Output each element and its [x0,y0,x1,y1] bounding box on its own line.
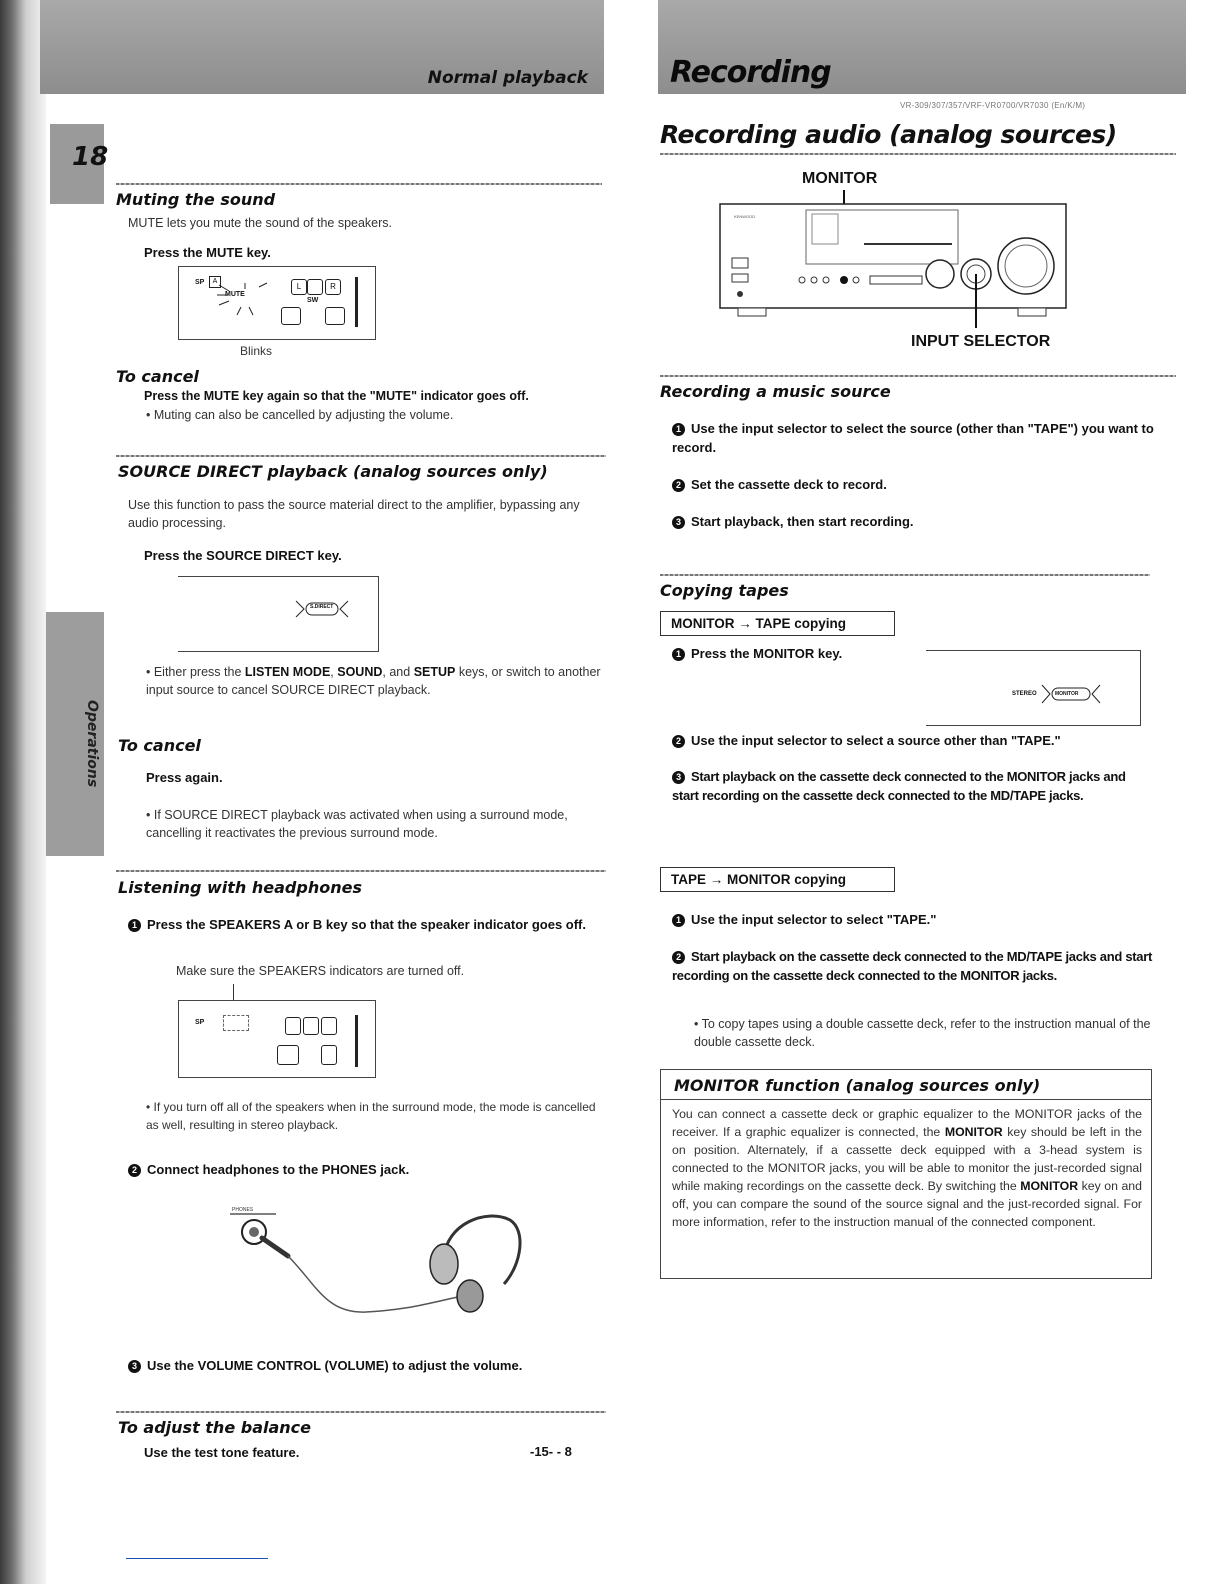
lcd-mute-indicator: MUTE [225,291,245,298]
headphones-step-1-bullet: • If you turn off all of the speakers when in the surround mode, the mode is cancelled as well, resulting in stereo playback. [146,1100,596,1132]
lcd-channel-r [321,1017,337,1035]
panel-divider [661,1099,1151,1100]
lcd-stereo-indicator: STEREO [1012,691,1037,697]
mute-display-illustration [178,266,376,340]
headphones-illustration [226,1204,526,1324]
lcd-channel-c [307,279,323,295]
mute-cancel-title: To cancel [116,367,199,386]
lcd-segment-digit [355,277,362,327]
lcd-channel-r: R [325,279,341,295]
copy2-step-1: 1 Use the input selector to select "TAPE." [672,910,936,929]
page-number: 18 [72,142,109,172]
mute-cancel-instruction: Press the MUTE key again so that the "MUTE" indicator goes off. [144,389,529,403]
header-right-title: Recording [670,55,831,90]
headphones-step-1: 1 Press the SPEAKERS A or B key so that the speaker indicator goes off. [128,915,608,934]
source-direct-title: SOURCE DIRECT playback (analog sources only) [118,462,548,481]
music-step-3: 3 Start playback, then start recording. [672,512,914,531]
divider [660,574,1150,576]
mute-cancel-note: • Muting can also be cancelled by adjusting the volume. [146,408,454,422]
lcd-channel-sr [321,1045,337,1065]
divider [660,153,1176,155]
balance-instruction: Use the test tone feature. [144,1445,300,1460]
lcd-monitor-indicator: MONITOR [1055,691,1079,697]
source-direct-note: • Either press the LISTEN MODE, SOUND, and SETUP keys, or switch to another input source to cancel SOURCE DIRECT playback. [146,665,601,697]
monitor-callout-label: MONITOR [802,170,878,187]
header-band-right [658,0,1186,94]
mute-instruction: Press the MUTE key. [144,245,271,260]
divider [116,183,602,185]
copy1-step-2: 2 Use the input selector to select a source other than "TAPE." [672,731,1061,750]
headphones-title: Listening with headphones [118,878,362,897]
source-direct-instruction: Press the SOURCE DIRECT key. [144,548,342,563]
source-direct-display-illustration [178,576,379,652]
page-reference: -15- - 8 [530,1444,572,1459]
music-source-title: Recording a music source [660,382,891,401]
lcd-channel-sl [277,1045,299,1065]
lcd-channel-l [285,1017,301,1035]
lcd-channel-c [303,1017,319,1035]
source-direct-desc: Use this function to pass the source material direct to the amplifier, bypassing any audio processing. [128,498,580,530]
header-band-left [40,0,604,94]
mute-desc: MUTE lets you mute the sound of the speakers. [128,216,393,230]
lcd-channel-l: L [291,279,307,295]
headphones-step-2: 2 Connect headphones to the PHONES jack. [128,1160,409,1179]
tape-to-monitor-box: TAPE → MONITOR copying [660,867,895,892]
lcd-segment-digit [355,1015,362,1067]
header-left-title: Normal playback [427,68,588,88]
monitor-to-tape-box: MONITOR → TAPE copying [660,611,895,636]
copy1-step-3: 3 Start playback on the cassette deck connected to the MONITOR jacks and start recording on the cassette deck connected to the MD/TAPE jacks. [672,769,1126,803]
section-side-label: Operations [84,700,100,788]
lcd-speaker-off-area [223,1015,249,1031]
divider [116,1411,606,1413]
source-direct-cancel-instruction: Press again. [146,770,223,785]
balance-title: To adjust the balance [118,1418,311,1437]
receiver-front-panel-illustration [714,188,1074,328]
speakers-off-display-illustration [178,1000,376,1078]
lcd-speaker-a-box: A [209,276,221,288]
lcd-channel-sl [281,307,301,325]
copy1-step-1: 1 Press the MONITOR key. [672,644,842,663]
receiver-brand-logo: KENWOOD [734,214,756,219]
headphones-step-1-note: Make sure the SPEAKERS indicators are turned off. [176,964,465,978]
phones-jack-label: PHONES [232,1207,254,1213]
s-direct-label: S.DIRECT [310,604,334,610]
divider [116,870,606,872]
input-selector-callout-label: INPUT SELECTOR [911,333,1051,350]
monitor-function-body: You can connect a cassette deck or graphic equalizer to the MONITOR jacks of the receiver. If a graphic equalizer is connected, the MONITOR key should be left in the on position. Alternately, if a cassette deck equipped with a 3-head system is connected to the MONITOR jacks, you will be able to monitor the just-recorded signal while making recordings on the cassette deck. By switching the MONITOR key on and off, you can compare the sound of the source signal and the just-recorded signal. For more information, refer to the instruction manual of the connected component. [672,1107,1143,1229]
source-direct-cancel-title: To cancel [118,736,201,755]
lcd-sp-indicator: SP [195,1019,205,1026]
lcd-sw-indicator: SW [307,297,319,304]
divider [116,455,606,457]
lcd-sp-indicator: SP [195,279,205,286]
blink-rays-icon [215,279,275,319]
copying-tapes-title: Copying tapes [660,581,789,600]
page-binding-edge [0,0,46,1584]
copy2-step-2: 2 Start playback on the cassette deck connected to the MD/TAPE jacks and start recording on the cassette deck connected to the MONITOR jacks. [672,949,1152,983]
divider [660,375,1176,377]
footer-line [126,1558,268,1559]
music-step-2: 2 Set the cassette deck to record. [672,475,887,494]
recording-main-title: Recording audio (analog sources) [660,120,1117,149]
music-step-1: 1 Use the input selector to select the source (other than "TAPE") you want to record. [672,421,1154,455]
mute-title: Muting the sound [116,190,276,209]
headphones-step-3: 3 Use the VOLUME CONTROL (VOLUME) to adjust the volume. [128,1356,522,1375]
monitor-function-title: MONITOR function (analog sources only) [674,1076,1041,1095]
source-direct-cancel-note: • If SOURCE DIRECT playback was activated when using a surround mode, cancelling it reactivates the previous surround mode. [146,808,568,840]
lcd-channel-sr [325,307,345,325]
monitor-display-illustration [926,650,1141,726]
copy2-note: • To copy tapes using a double cassette deck, refer to the instruction manual of the double cassette deck. [694,1017,1151,1049]
model-code: VR-309/307/357/VRF-VR0700/VR7030 (En/K/M) [900,101,1086,110]
blinks-caption: Blinks [240,344,273,358]
